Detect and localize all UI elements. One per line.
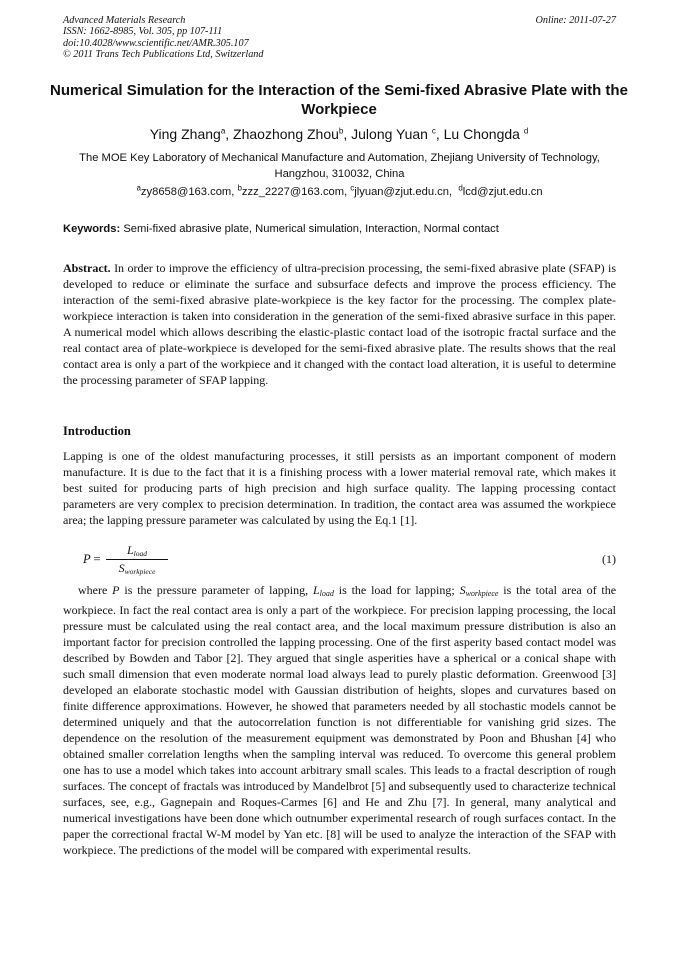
online-date: Online: 2011-07-27	[535, 15, 616, 26]
introduction-paragraph-1: Lapping is one of the oldest manufacturing processes, it still persists as an important component of modern manufacture. It is due to the fact that it is a finishing process with a lower material removal rate, which makes it best suited for producing parts of high precision and high surface quality. The lapping processing contact parameters are very complex to precision determination. In tradition, the contact area was assumed the workpiece area; the lapping pressure parameter was calculated by using the Eq.1 [1].	[63, 449, 616, 527]
abstract-text: In order to improve the efficiency of ultra-precision processing, the semi-fixed abrasive plate (SFAP) is developed to reduce or eliminate the surface and subsurface defects and improve the process efficiency. The interaction of the semi-fixed abrasive plate-workpiece is the key factor for the processing. The complex plate-workpiece interaction is taken into consideration in the generation of the semi-fixed abrasive surface in this paper. A numerical model which allows describing the elastic-plastic contact load of the isotropic fractal surface and the real contact area of plate-workpiece is developed for the semi-fixed abrasive plate. The results shows that the real contact area is only a part of the workpiece and it changed with the contact load alteration, it is useful to determine the processing parameter of SFAP lapping.	[63, 261, 617, 387]
section-heading-introduction: Introduction	[63, 424, 131, 438]
equation-lhs: P =	[83, 552, 101, 566]
email-mark: c	[350, 183, 355, 193]
copyright-line: © 2011 Trans Tech Publications Ltd, Switzerland	[63, 49, 264, 61]
email-mark: d	[458, 183, 463, 193]
author-name: Ying Zhang	[149, 126, 221, 142]
introduction-paragraph-2: where P is the pressure parameter of lapping, $L_{load}$ is the load for lapping; $S_{workpiece}$ is the total area of the workpiece. In fact the real contact area is only a part of the workpiece. For precision lapping processing, the local pressure must be calculated using the real contact area, and the local maximum pressure distribution is also an important factor for precision controlled the lapping processing. One of the first asperity based contact model was described by Bowden and Tabor [2]. They argued that single asperities have a spherical or a conical shape with such small dimension that even moderate normal load always lead to purely plastic deformation. Greenwood [3] developed an elaborate stochastic model with Gaussian distribution of heights, slopes and curvatures based on finite difference approximations. However, he showed that parameters needed by all stochastic models cannot be determined uniquely and that the autocorrelation function is not differentiable for vanishing grid sizes. The dependence on the resolution of the measurement equipment was demonstrated by Poon and Bhushan [4] who obtained smaller correlation lengths when the sampling interval was reduced. To overcome this general problem one has to use a model which takes into account arbitrary small scales. This leads to a fractal description of rough surfaces. The concept of fractals was introduced by Mandelbrot [5] and subsequently used to characterize technical surfaces, see, e.g., Gagnepain and Roques-Carmes [6] and He and Zhu [7]. In general, many analytical and numerical investigations have been done which outnumber experimental research of rough surfaces contact. In the paper the correctional fractal W-M model by Yan etc. [8] will be used to analyze the interaction of the SFAP with workpiece. The predictions of the model will be compared with experimental results.	[63, 583, 617, 857]
email-address[interactable]: zy8658@163.com,	[140, 186, 235, 198]
journal-header	[63, 15, 616, 61]
abstract	[63, 260, 616, 388]
author-mark: c	[431, 126, 436, 136]
equation-1	[83, 543, 616, 583]
abstract-label: Abstract.	[63, 261, 111, 275]
keywords	[63, 222, 616, 237]
journal-name: Advanced Materials Research	[63, 15, 186, 26]
email-address[interactable]: jlyuan@zjut.edu.cn,	[354, 186, 453, 198]
doi-line: doi:10.4028/www.scientific.net/AMR.305.107	[63, 37, 249, 49]
author-mark: b	[338, 126, 344, 136]
email-mark: a	[136, 183, 141, 193]
equation-numerator: $L_{load}$	[126, 543, 148, 558]
paper-title: Numerical Simulation for the Interaction of the Semi-fixed Abrasive Plate with the Workpiece	[50, 82, 628, 118]
author-mark: a	[220, 126, 226, 136]
equation-denominator: $S_{workpiece}$	[118, 561, 156, 576]
equation-number: (1)	[602, 552, 616, 566]
author-name: Lu Chongda	[443, 126, 520, 142]
equation-fraction	[106, 543, 168, 576]
author-name: Julong Yuan	[351, 126, 428, 142]
affiliation: The MOE Key Laboratory of Mechanical Manufacture and Automation, Zhejiang University of Technology, Hangzhou, 310032, China	[79, 152, 600, 180]
issn-line: ISSN: 1662-8985, Vol. 305, pp 107-111	[63, 26, 223, 38]
fraction-bar	[106, 559, 168, 560]
email-mark: b	[237, 183, 242, 193]
keywords-text: Semi-fixed abrasive plate, Numerical simulation, Interaction, Normal contact	[123, 223, 499, 235]
keywords-label: Keywords:	[63, 223, 121, 235]
email-address[interactable]: lcd@zjut.edu.cn	[462, 186, 543, 198]
author-name: Zhaozhong Zhou	[233, 126, 339, 142]
email-address[interactable]: zzz_2227@163.com,	[241, 186, 348, 198]
author-mark: d	[523, 126, 529, 136]
email-list	[63, 185, 616, 200]
author-list: Ying Zhang$^a$, Zhaozhong Zhou$^b$, Julong Yuan $^c$, Lu Chongda $^d$	[149, 126, 529, 142]
